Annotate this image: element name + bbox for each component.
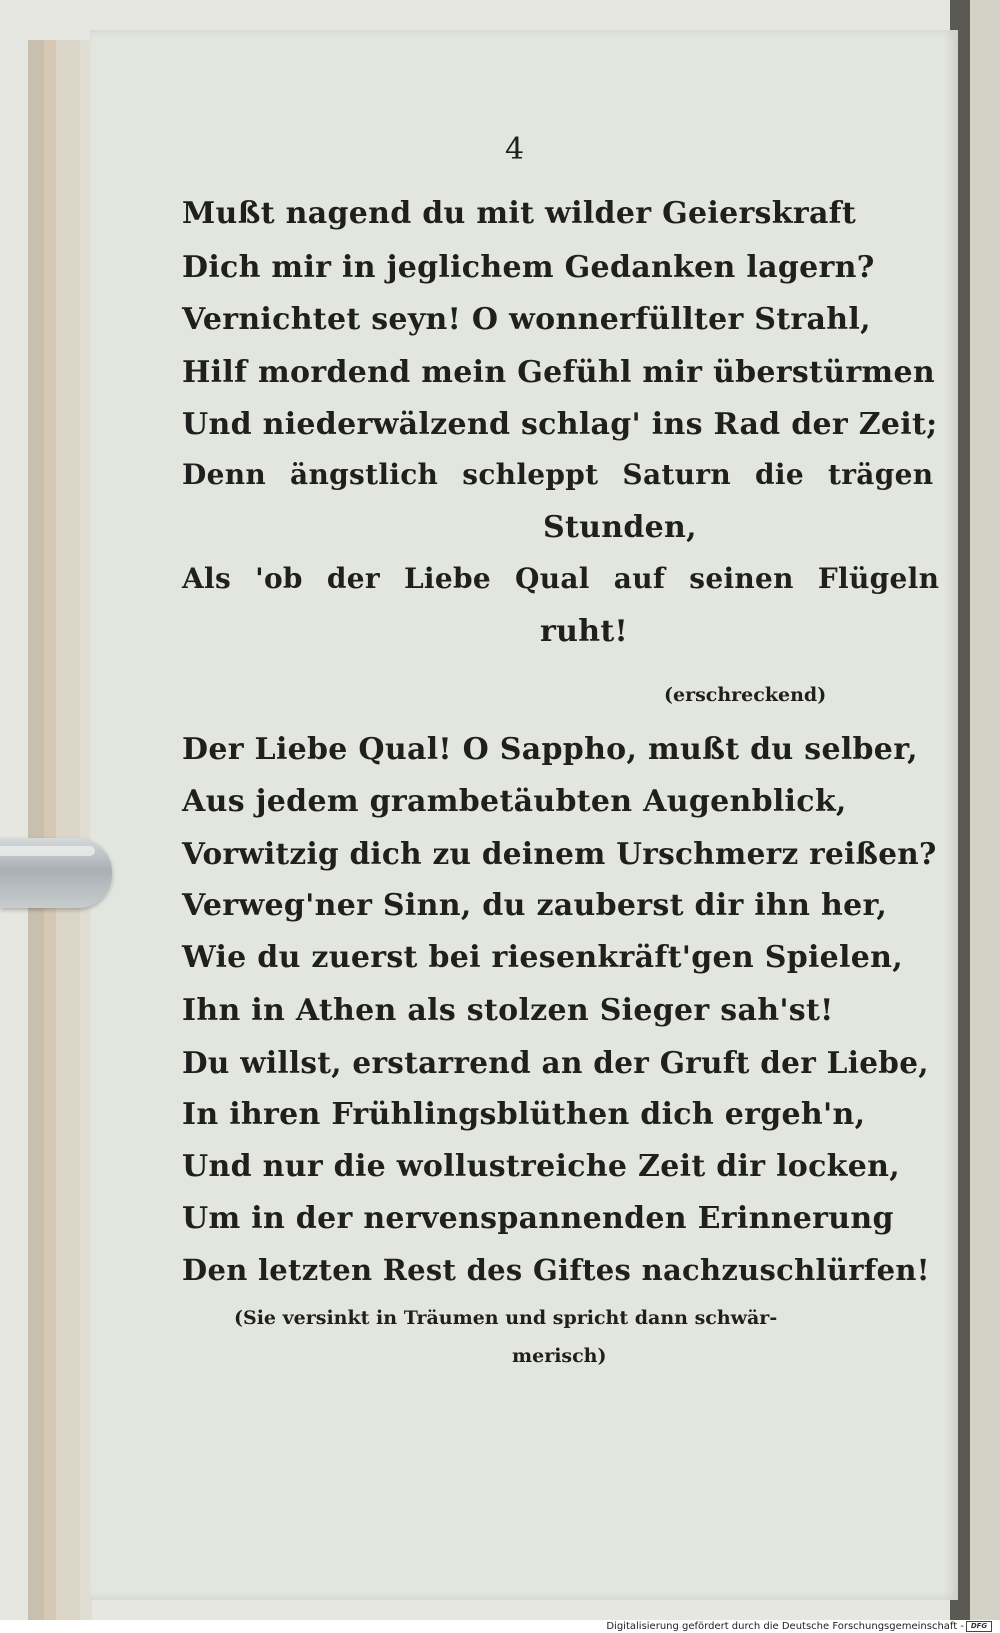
verse-line-continuation: ruht! [540,614,628,649]
verse-line: Aus jedem grambetäubten Augenblick, [182,784,847,819]
stage-direction: (Sie versinkt in Träumen und spricht dann schwär- [234,1307,778,1329]
verse-line: Hilf mordend mein Gefühl mir überstürmen [182,355,935,390]
verse-line: Verweg'ner Sinn, du zauberst dir ihn her, [182,888,888,923]
page-clip-highlight [0,846,95,856]
verse-line: Dich mir in jeglichem Gedanken lagern? [182,250,875,285]
book-edge [28,40,44,1620]
verse-line: Als 'ob der Liebe Qual auf seinen Flügeln [182,562,940,595]
verse-line: Den letzten Rest des Giftes nachzuschlürfen! [182,1253,930,1287]
book-edge [56,40,80,1620]
digitization-credit: Digitalisierung gefördert durch die Deutsche Forschungsgemeinschaft - [606,1621,964,1632]
book-edge [44,40,56,1620]
stage-direction-continuation: merisch) [512,1345,607,1367]
verse-line: Vernichtet seyn! O wonnerfüllter Strahl, [182,302,871,337]
adjacent-page [970,0,1000,1620]
verse-line: In ihren Frühlingsblüthen dich ergeh'n, [182,1097,866,1132]
verse-line: Du willst, erstarrend an der Gruft der Liebe, [182,1045,929,1080]
verse-line: Vorwitzig dich zu deinem Urschmerz reißen? [182,836,937,871]
verse-line: Und niederwälzend schlag' ins Rad der Zeit; [182,407,938,442]
verse-line: Und nur die wollustreiche Zeit dir locken, [182,1149,900,1184]
stage-direction: (erschreckend) [664,684,827,706]
page-number: 4 [505,132,525,167]
verse-line-continuation: Stunden, [543,510,697,545]
verse-line: Wie du zuerst bei riesenkräft'gen Spielen, [182,940,903,975]
verse-line: Mußt nagend du mit wilder Geierskraft [182,196,857,231]
verse-line: Denn ängstlich schleppt Saturn die trägen [182,458,934,491]
verse-line: Der Liebe Qual! O Sappho, mußt du selber, [182,732,918,767]
dfg-logo: DFG [966,1621,992,1632]
verse-line: Ihn in Athen als stolzen Sieger sah'st! [182,993,834,1028]
verse-line: Um in der nervenspannenden Erinnerung [182,1201,894,1236]
